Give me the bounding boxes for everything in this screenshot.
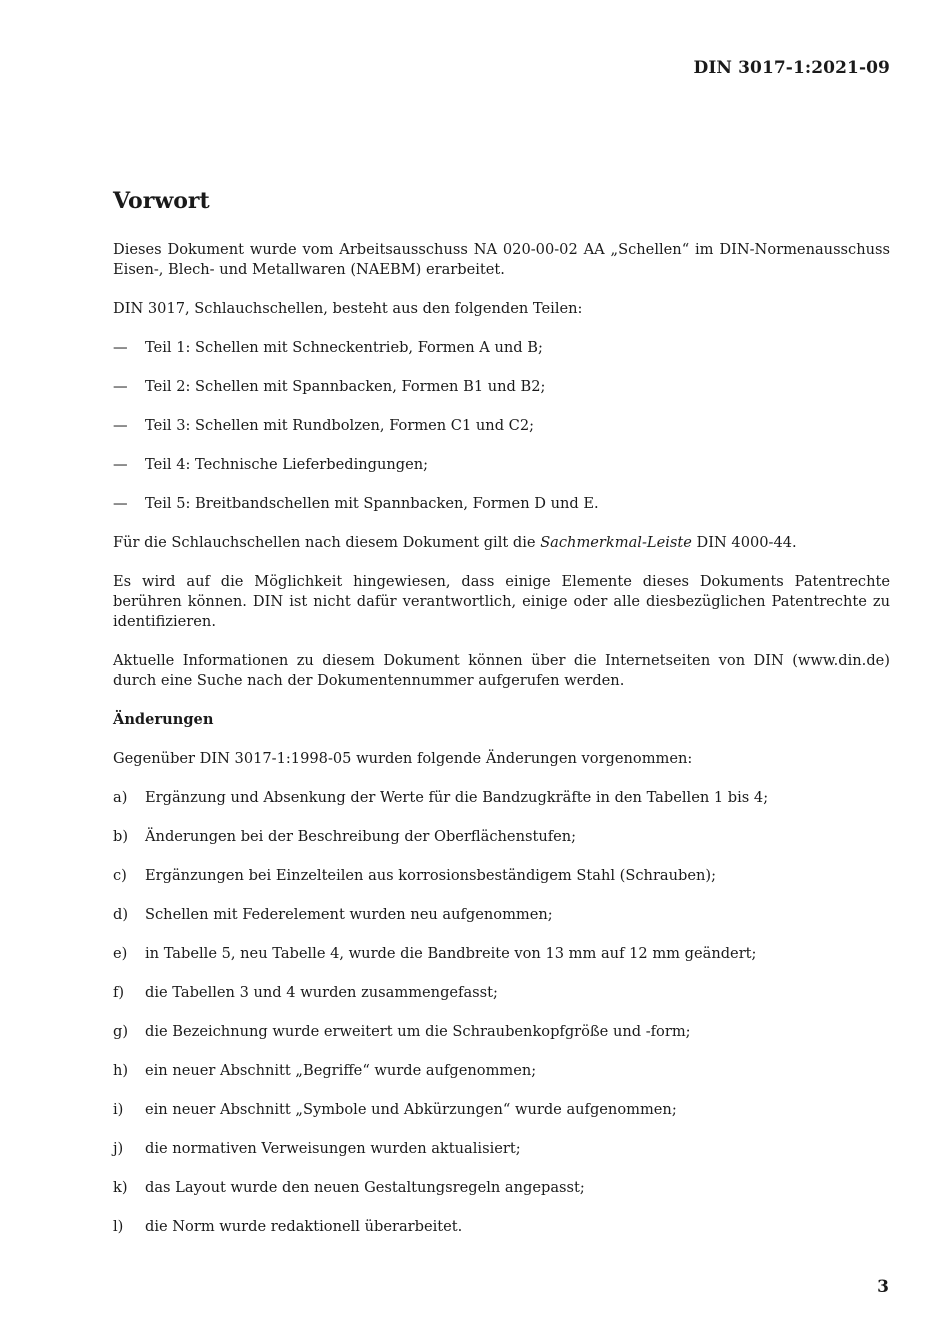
list-marker: h) (113, 1062, 129, 1079)
list-marker: g) (113, 1023, 129, 1040)
paragraph-committee: Dieses Dokument wurde vom Arbeitsausschuss NA 020-00-02 AA „Schellen“ im DIN-Normenausschuss Eisen-, Blech- und Metallwaren (NAEBM) erarbeitet. (113, 241, 890, 278)
changes-intro: Gegenüber DIN 3017-1:1998-05 wurden folgende Änderungen vorgenommen: (113, 750, 693, 767)
list-item-text: in Tabelle 5, neu Tabelle 4, wurde die Bandbreite von 13 mm auf 12 mm geändert; (145, 945, 757, 962)
list-item-text: Ergänzung und Absenkung der Werte für die Bandzugkräfte in den Tabellen 1 bis 4; (145, 789, 769, 806)
section-title: Vorwort (113, 188, 210, 214)
dash-marker: — (113, 378, 128, 395)
list-item-text: das Layout wurde den neuen Gestaltungsregeln angepasst; (145, 1179, 585, 1196)
list-item (113, 827, 890, 847)
list-item (113, 1217, 890, 1237)
dash-marker: — (113, 417, 128, 434)
list-item (113, 788, 890, 808)
list-item-text: die normativen Verweisungen wurden aktualisiert; (145, 1140, 521, 1157)
list-item (113, 944, 890, 964)
list-marker: d) (113, 906, 129, 923)
list-marker: c) (113, 867, 127, 884)
list-item (113, 338, 890, 358)
list-item (113, 905, 890, 925)
document-id: DIN 3017-1:2021-09 (693, 58, 890, 78)
list-item-text: Teil 5: Breitbandschellen mit Spannbacken, Formen D und E. (145, 495, 599, 512)
list-item (113, 494, 890, 514)
list-item (113, 866, 890, 886)
list-item-text: Ergänzungen bei Einzelteilen aus korrosionsbeständigem Stahl (Schrauben); (145, 867, 717, 884)
list-item-text: Teil 4: Technische Lieferbedingungen; (145, 456, 429, 473)
list-marker: i) (113, 1101, 124, 1118)
list-item-text: die Tabellen 3 und 4 wurden zusammengefasst; (145, 984, 498, 1001)
list-item (113, 1139, 890, 1159)
list-marker: j) (113, 1140, 124, 1157)
list-item (113, 1178, 890, 1198)
list-marker: l) (113, 1218, 124, 1235)
changes-list (113, 788, 890, 1237)
list-item-text: Teil 3: Schellen mit Rundbolzen, Formen C1 und C2; (145, 417, 535, 434)
list-marker: k) (113, 1179, 128, 1196)
list-item-text: Teil 2: Schellen mit Spannbacken, Formen B1 und B2; (145, 378, 546, 395)
list-marker: b) (113, 828, 129, 845)
italic-term: Sachmerkmal-Leiste (540, 534, 692, 551)
list-item (113, 416, 890, 436)
list-item-text: die Bezeichnung wurde erweitert um die Schraubenkopfgröße und -form; (145, 1023, 691, 1040)
list-marker: f) (113, 984, 125, 1001)
list-item-text: Teil 1: Schellen mit Schneckentrieb, Formen A und B; (145, 339, 543, 356)
list-item (113, 377, 890, 397)
list-item-text: die Norm wurde redaktionell überarbeitet. (145, 1218, 463, 1235)
list-marker: e) (113, 945, 128, 962)
list-item-text: Schellen mit Federelement wurden neu aufgenommen; (145, 906, 553, 923)
paragraph-info: Aktuelle Informationen zu diesem Dokument können über die Internetseiten von DIN (www.din.de) durch eine Suche nach der Dokumentennummer aufgerufen werden. (113, 652, 890, 689)
dash-marker: — (113, 495, 128, 512)
list-item (113, 1061, 890, 1081)
list-item (113, 1022, 890, 1042)
list-item (113, 455, 890, 475)
paragraph-patents: Es wird auf die Möglichkeit hingewiesen, dass einige Elemente dieses Dokuments Patentrechte berühren können. DIN ist nicht dafür verantwortlich, einige oder alle diesbezüglichen Patentrechte zu identifizieren. (113, 573, 890, 630)
parts-list (113, 338, 890, 514)
list-marker: a) (113, 789, 128, 806)
document-body (113, 186, 890, 1256)
list-item (113, 983, 890, 1003)
paragraph-sachmerkmal: Für die Schlauchschellen nach diesem Dokument gilt die Sachmerkmal-Leiste DIN 4000-44. (113, 534, 797, 551)
page-number: 3 (877, 1277, 889, 1297)
dash-marker: — (113, 339, 128, 356)
list-item-text: ein neuer Abschnitt „Symbole und Abkürzungen“ wurde aufgenommen; (145, 1101, 677, 1118)
list-item (113, 1100, 890, 1120)
changes-heading: Änderungen (113, 711, 214, 728)
dash-marker: — (113, 456, 128, 473)
list-item-text: Änderungen bei der Beschreibung der Oberflächenstufen; (145, 828, 577, 845)
list-item-text: ein neuer Abschnitt „Begriffe“ wurde aufgenommen; (145, 1062, 537, 1079)
paragraph-parts-intro: DIN 3017, Schlauchschellen, besteht aus den folgenden Teilen: (113, 300, 583, 317)
